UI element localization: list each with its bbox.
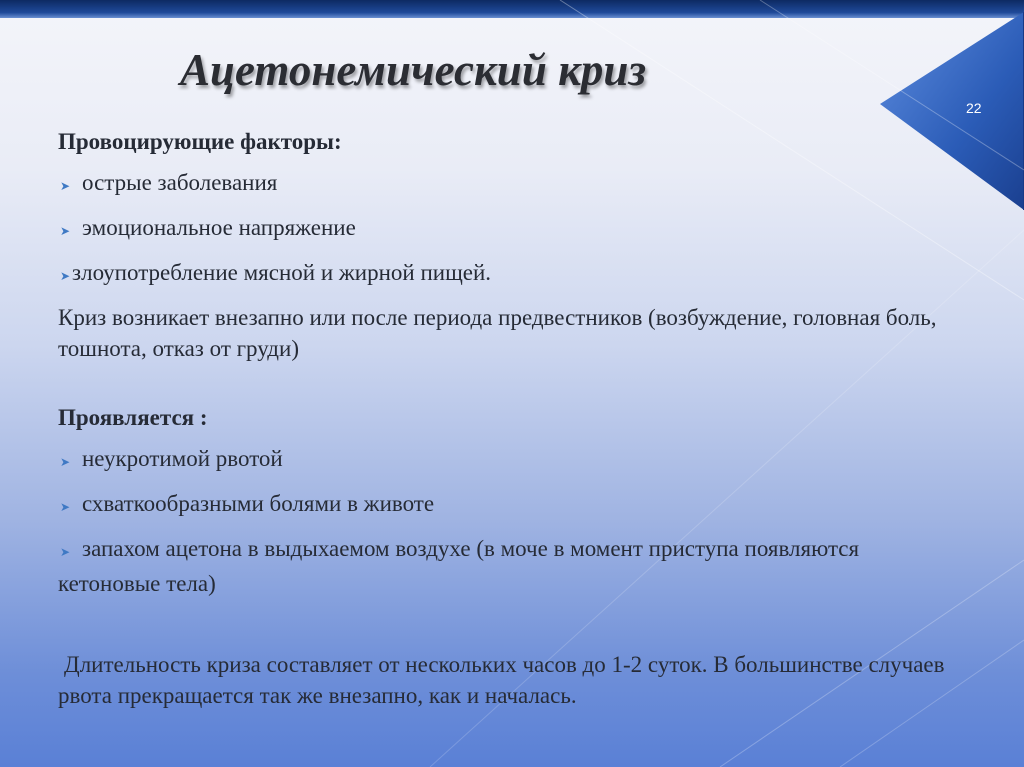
list-item	[58, 212, 958, 247]
list-item	[58, 257, 958, 292]
list-item	[58, 167, 958, 202]
list-item-text: острые заболевания	[82, 170, 278, 195]
chevron-right-icon: ➤	[60, 224, 71, 238]
chevron-right-icon: ➤	[60, 500, 71, 514]
duration-paragraph: Длительность криза составляет от нескольких часов до 1-2 суток. В большинстве случаев рвота прекращается так же внезапно, как и началась.	[58, 652, 945, 708]
slide-content	[58, 126, 958, 711]
chevron-right-icon: ➤	[60, 545, 71, 559]
slide-number: 22	[966, 100, 982, 116]
list-item	[58, 443, 958, 478]
list-item-text: запахом ацетона в выдыхаемом воздухе (в моче в момент приступа появляются кетоновые тела)	[58, 536, 860, 596]
list-item	[58, 488, 958, 523]
chevron-right-icon: ➤	[60, 455, 71, 469]
list-item	[58, 533, 958, 599]
chevron-right-icon: ➤	[60, 269, 71, 283]
chevron-right-icon: ➤	[60, 179, 71, 193]
slide-title: Ацетонемический криз	[180, 45, 646, 95]
list-item-text: эмоциональное напряжение	[82, 215, 356, 240]
list-item-text: неукротимой рвотой	[82, 446, 283, 471]
crisis-onset-paragraph: Криз возникает внезапно или после периода предвестников (возбуждение, головная боль, тошнота, отказ от груди)	[58, 305, 937, 361]
section-heading-manifestations: Проявляется :	[58, 405, 208, 430]
section-heading-factors: Провоцирующие факторы:	[58, 129, 342, 154]
list-item-text: схваткообразными болями в животе	[82, 491, 435, 516]
list-item-text: злоупотребление мясной и жирной пищей.	[72, 260, 492, 285]
